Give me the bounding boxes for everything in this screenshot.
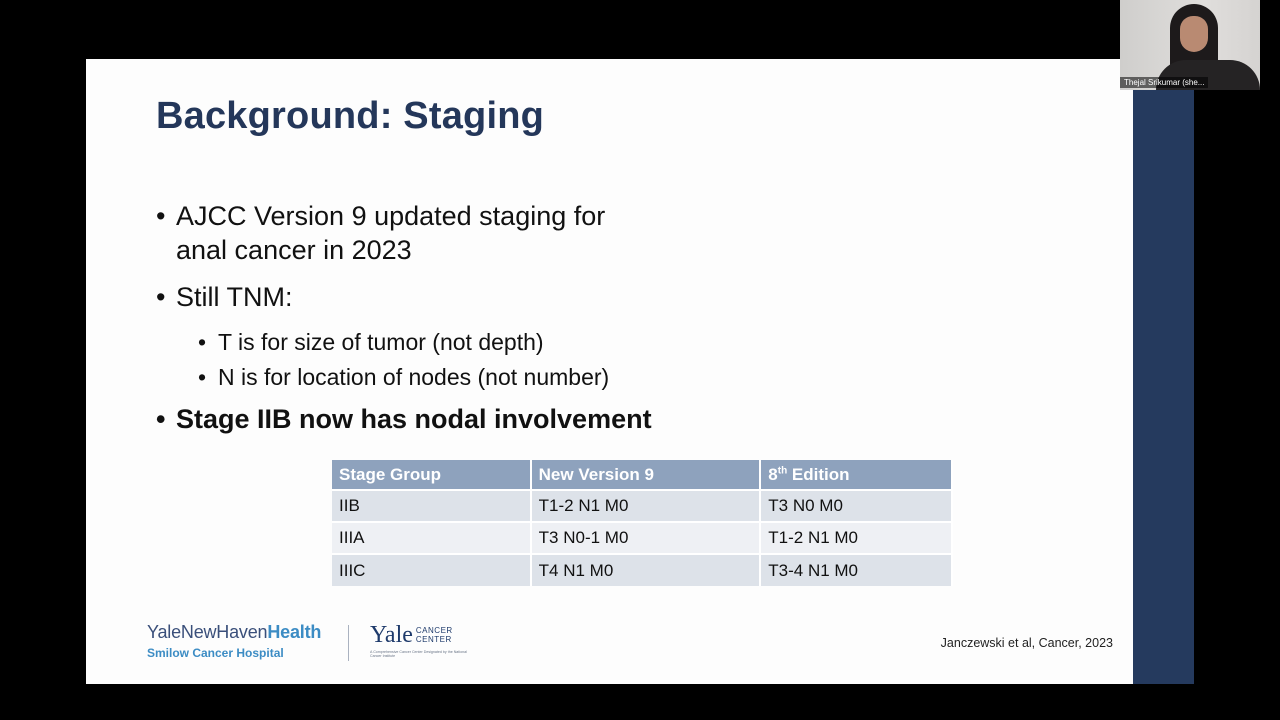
table-cell: T1-2 N1 M0 <box>760 522 952 554</box>
table-cell: T3-4 N1 M0 <box>760 554 952 586</box>
participant-name-label: Thejal Srikumar (she... <box>1120 77 1208 88</box>
cc-line1: CANCER <box>415 626 453 635</box>
header-edition-word: Edition <box>787 464 850 484</box>
bullet-list <box>156 199 776 449</box>
cancer-center-label <box>416 626 453 644</box>
header-8th-suffix: th <box>777 464 788 476</box>
header-stage-group: Stage Group <box>332 460 531 490</box>
smilow-label: Smilow Cancer Hospital <box>147 646 284 660</box>
participant-video-tile[interactable] <box>1120 0 1260 90</box>
table-cell: IIIA <box>332 522 531 554</box>
yale-cancer-center-logo <box>370 622 467 659</box>
table-cell: IIIC <box>332 554 531 586</box>
header-8th-edition <box>760 460 952 490</box>
bullet-ajcc-line1: AJCC Version 9 updated staging for <box>176 201 606 231</box>
presentation-slide <box>86 59 1133 684</box>
table-header-row <box>332 460 952 490</box>
ynh-prefix: YaleNewHaven <box>147 622 268 642</box>
yale-new-haven-health-logo <box>147 622 321 660</box>
logo-divider <box>348 625 349 661</box>
table-cell: T3 N0-1 M0 <box>531 522 761 554</box>
citation: Janczewski et al, Cancer, 2023 <box>940 636 1113 650</box>
video-person-face <box>1180 16 1208 52</box>
table-cell: T4 N1 M0 <box>531 554 761 586</box>
bullet-ajcc <box>156 199 776 267</box>
subbullet-n: • N is for location of nodes (not number) <box>156 362 776 392</box>
bullet-tnm: • Still TNM: <box>156 280 776 314</box>
nci-tagline: A Comprehensive Cancer Center Designated by the National Cancer Institute <box>370 650 467 659</box>
cc-line2: CENTER <box>415 635 452 644</box>
bullet-stage-iib: • Stage IIB now has nodal involvement <box>156 402 776 436</box>
table-cell: IIB <box>332 490 531 522</box>
table-row <box>332 554 952 586</box>
table-row <box>332 522 952 554</box>
staging-table <box>332 460 953 586</box>
slide-side-accent <box>1133 90 1194 684</box>
table-cell: T1-2 N1 M0 <box>531 490 761 522</box>
header-new-version-9: New Version 9 <box>531 460 761 490</box>
slide-title: Background: Staging <box>156 95 545 137</box>
ynh-bold: Health <box>267 622 322 642</box>
table-cell: T3 N0 M0 <box>760 490 952 522</box>
bullet-ajcc-line2: anal cancer in 2023 <box>176 235 412 265</box>
table-row <box>332 490 952 522</box>
subbullet-t: • T is for size of tumor (not depth) <box>156 327 776 357</box>
header-8th-number: 8 <box>768 464 778 484</box>
yale-wordmark: Yale <box>370 622 413 648</box>
